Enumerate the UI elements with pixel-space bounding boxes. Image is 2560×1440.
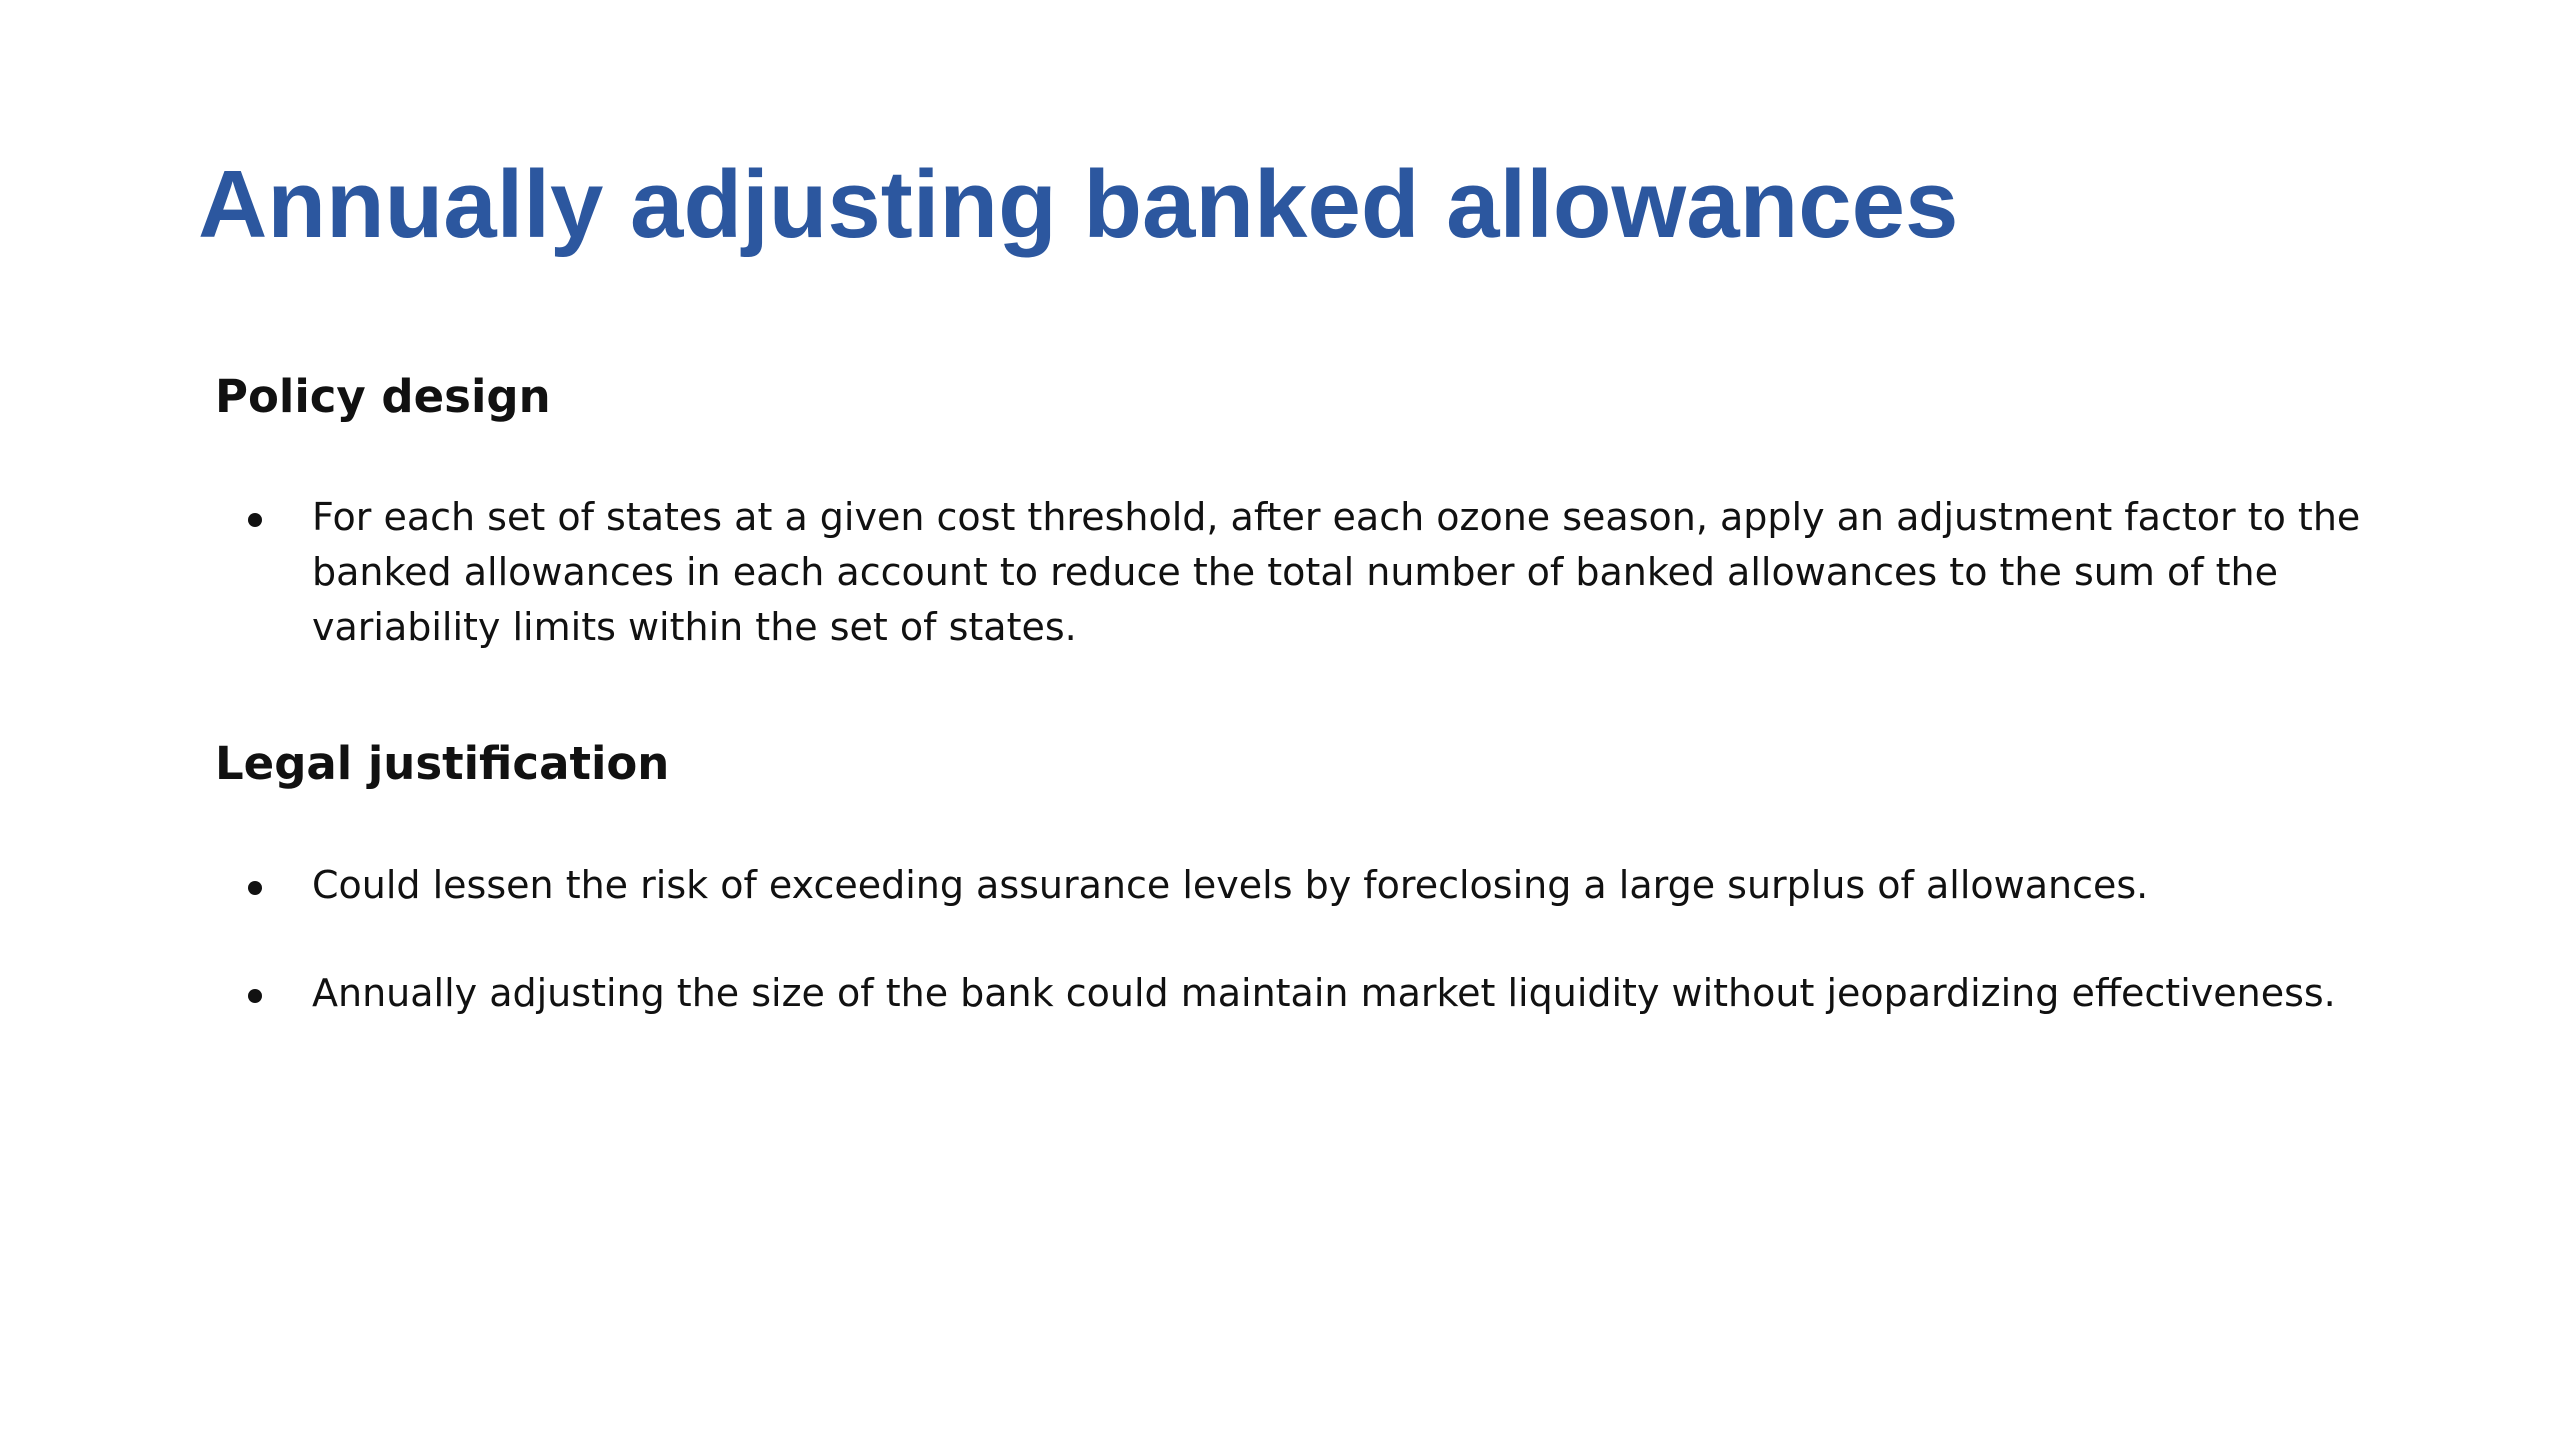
policy-design-bullet-list [0,490,2560,708]
bullet-text: Could lessen the risk of exceeding assurance levels by foreclosing a large surplus of allowances. [312,863,2149,907]
bullet-dot-icon [248,513,262,527]
legal-justification-bullet-list [0,858,2560,1074]
bullet-dot-icon [248,989,262,1003]
slide-title: Annually adjusting banked allowances [198,151,1959,258]
section-heading-legal-justification: Legal justification [215,737,670,790]
bullet-item [0,858,2560,913]
section-heading-policy-design: Policy design [215,370,551,423]
bullet-text: Annually adjusting the size of the bank could maintain market liquidity without jeopardizing effectiveness. [312,971,2336,1015]
bullet-item [0,490,2560,655]
bullet-text: For each set of states at a given cost threshold, after each ozone season, apply an adjustment factor to the banked allowances in each account to reduce the total number of banked allowances to the sum of the variability limits within the set of states. [312,495,2361,649]
bullet-item [0,966,2560,1021]
bullet-dot-icon [248,881,262,895]
